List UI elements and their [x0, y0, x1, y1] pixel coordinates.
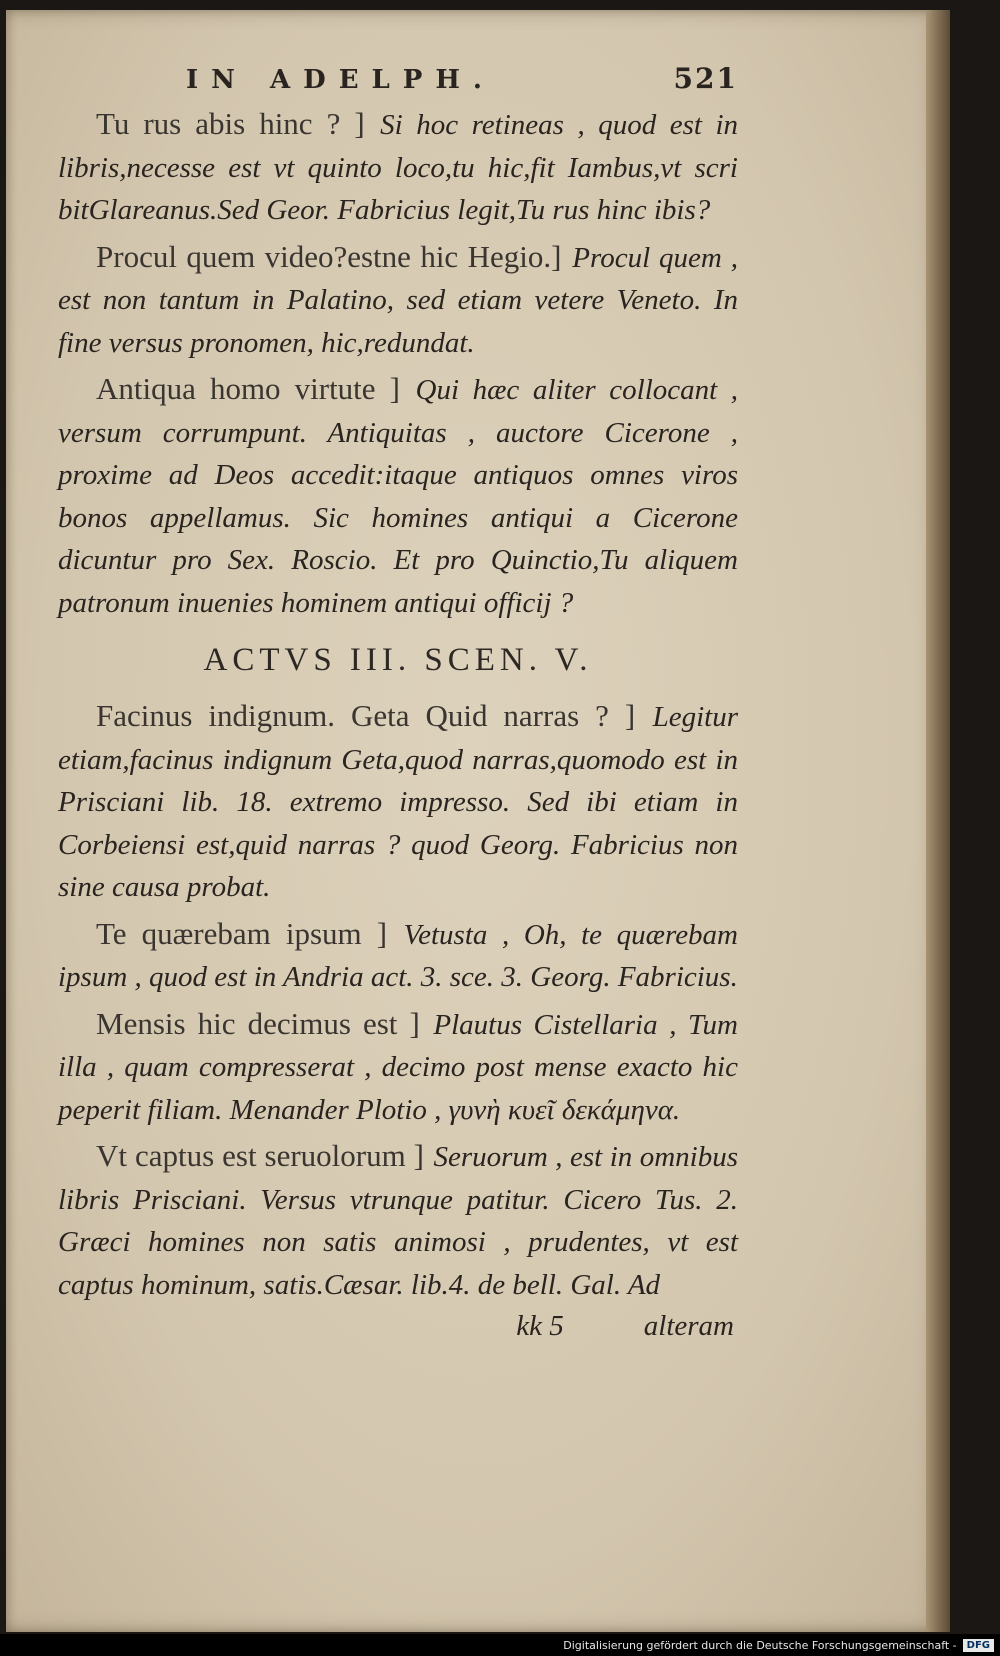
- entry-comment: Legitur etiam,facinus indignum Geta,quod narras,quomodo est in Prisciani lib. 18. extremo impresso. Sed ibi etiam in Corbeiensi est,quid narras ? quod Georg. Fabricius non sine causa probat.: [58, 701, 738, 903]
- text-block: [58, 62, 738, 1343]
- entry-lemma: Tu rus abis hinc ? ]: [96, 106, 365, 141]
- entry-lemma: Te quærebam ipsum ]: [96, 915, 388, 951]
- entry-lemma: Procul quem video?estne hic Hegio.]: [96, 238, 562, 274]
- book-page: [6, 10, 944, 1632]
- dfg-logo: DFG: [963, 1639, 994, 1652]
- commentary-entry: [58, 103, 738, 232]
- page-spine-shadow: [926, 10, 950, 1632]
- entry-comment: Seruorum , est in omnibus libris Prisciani. Versus vtrunque patitur. Cicero Tus. 2. Græci homines non satis animosi , prudentes, vt est captus hominum, satis.Cæsar. lib.4. de bell. Gal. Ad: [58, 1141, 739, 1301]
- commentary-entry: [58, 1003, 738, 1132]
- entry-lemma: Antiqua homo virtute ]: [96, 371, 400, 406]
- entry-lemma: Vt captus est seruolorum ]: [96, 1138, 425, 1173]
- running-title: IN ADELPH.: [186, 65, 495, 95]
- entry-comment: Vetusta , Oh, te quærebam ipsum , quod est in Andria act. 3. sce. 3. Georg. Fabricius.: [58, 918, 739, 993]
- page-footer: [58, 1310, 738, 1343]
- entry-lemma: Facinus indignum. Geta Quid narras ? ]: [96, 698, 636, 733]
- act-scene-heading: ACTVS III. SCEN. V.: [203, 642, 593, 678]
- page-number: 521: [673, 62, 738, 95]
- entry-comment: Qui hæc aliter collocant , versum corrumpunt. Antiquitas , auctore Cicerone , proxime ad Deos accedit:itaque antiquos omnes viros bonos appellamus. Sic homines antiqui a Cicerone dicuntur pro Sex. Roscio. Et pro Quinctio,Tu aliquem patronum inuenies hominem antiqui officij ?: [58, 374, 738, 619]
- commentary-entry: [58, 368, 738, 624]
- catchword: alteram: [643, 1310, 734, 1342]
- entry-comment: Procul quem , est non tantum in Palatino, sed etiam vetere Veneto. In fine versus pronomen, hic,redundat.: [58, 241, 739, 359]
- signature-mark: kk 5: [516, 1310, 564, 1342]
- credit-text: Digitalisierung gefördert durch die Deutsche Forschungsgemeinschaft -: [563, 1638, 957, 1652]
- entry-lemma: Mensis hic decimus est ]: [96, 1005, 420, 1041]
- commentary-entry: [58, 236, 738, 365]
- commentary-entry: [58, 913, 738, 999]
- entry-comment: Si hoc retineas , quod est in libris,necesse est vt quinto loco,tu hic,fit Iambus,vt scri bitGlareanus.Sed Geor. Fabricius legit,Tu rus hinc ibis?: [58, 109, 739, 226]
- running-header: [186, 62, 738, 95]
- commentary-entry: [58, 1135, 738, 1306]
- entry-comment: Plautus Cistellaria , Tum illa , quam compresserat , decimo post mense exacto hic peperit filiam. Menander Plotio , γυνὴ κυεῖ δεκάμηνα.: [58, 1008, 738, 1126]
- commentary-entry: [58, 695, 738, 909]
- digitization-credit-bar: [0, 1634, 1000, 1656]
